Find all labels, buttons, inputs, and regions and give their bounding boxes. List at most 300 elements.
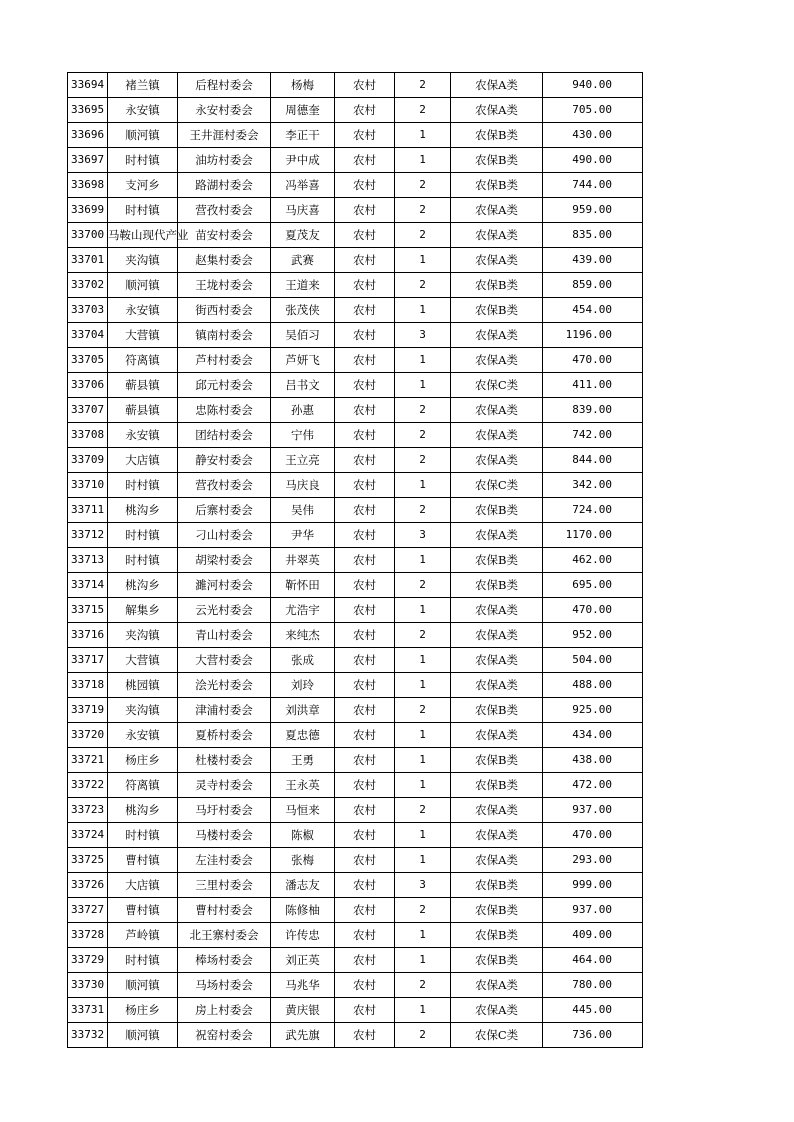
table-row [68, 623, 643, 648]
cell-area: 农村 [335, 823, 395, 848]
cell-amount: 999.00 [543, 873, 643, 898]
cell-category: 农保B类 [451, 123, 543, 148]
cell-town: 曹村镇 [108, 898, 178, 923]
cell-village: 营孜村委会 [178, 198, 271, 223]
cell-count: 2 [395, 898, 451, 923]
table-row [68, 648, 643, 673]
cell-name: 张梅 [271, 848, 335, 873]
cell-name: 马恒来 [271, 798, 335, 823]
cell-area: 农村 [335, 848, 395, 873]
cell-amount: 940.00 [543, 73, 643, 98]
cell-name: 李正干 [271, 123, 335, 148]
cell-category: 农保A类 [451, 723, 543, 748]
cell-id: 33728 [68, 923, 108, 948]
cell-amount: 409.00 [543, 923, 643, 948]
cell-count: 2 [395, 173, 451, 198]
table-row [68, 73, 643, 98]
cell-area: 农村 [335, 673, 395, 698]
cell-village: 王井涯村委会 [178, 123, 271, 148]
cell-amount: 464.00 [543, 948, 643, 973]
cell-amount: 1170.00 [543, 523, 643, 548]
cell-category: 农保A类 [451, 998, 543, 1023]
cell-count: 2 [395, 98, 451, 123]
cell-area: 农村 [335, 348, 395, 373]
data-table [67, 72, 643, 1048]
cell-count: 1 [395, 473, 451, 498]
cell-id: 33732 [68, 1023, 108, 1048]
table-row [68, 748, 643, 773]
table-row [68, 598, 643, 623]
cell-name: 马兆华 [271, 973, 335, 998]
cell-id: 33718 [68, 673, 108, 698]
cell-id: 33729 [68, 948, 108, 973]
cell-town: 杨庄乡 [108, 998, 178, 1023]
cell-count: 1 [395, 998, 451, 1023]
cell-town: 时村镇 [108, 198, 178, 223]
cell-town: 永安镇 [108, 98, 178, 123]
cell-town: 时村镇 [108, 148, 178, 173]
cell-area: 农村 [335, 998, 395, 1023]
cell-id: 33710 [68, 473, 108, 498]
table-row [68, 273, 643, 298]
cell-village: 静安村委会 [178, 448, 271, 473]
cell-id: 33721 [68, 748, 108, 773]
cell-village: 团结村委会 [178, 423, 271, 448]
cell-id: 33697 [68, 148, 108, 173]
cell-amount: 839.00 [543, 398, 643, 423]
cell-area: 农村 [335, 648, 395, 673]
cell-category: 农保A类 [451, 448, 543, 473]
cell-count: 2 [395, 623, 451, 648]
cell-count: 1 [395, 648, 451, 673]
cell-amount: 835.00 [543, 223, 643, 248]
cell-name: 潘志友 [271, 873, 335, 898]
table-row [68, 423, 643, 448]
cell-village: 后寨村委会 [178, 498, 271, 523]
cell-village: 路湖村委会 [178, 173, 271, 198]
cell-name: 杨梅 [271, 73, 335, 98]
cell-id: 33711 [68, 498, 108, 523]
cell-amount: 736.00 [543, 1023, 643, 1048]
cell-amount: 744.00 [543, 173, 643, 198]
cell-amount: 724.00 [543, 498, 643, 523]
cell-id: 33707 [68, 398, 108, 423]
cell-area: 农村 [335, 973, 395, 998]
cell-category: 农保B类 [451, 698, 543, 723]
cell-area: 农村 [335, 423, 395, 448]
cell-category: 农保C类 [451, 1023, 543, 1048]
cell-town: 支河乡 [108, 173, 178, 198]
cell-category: 农保B类 [451, 498, 543, 523]
table-row [68, 548, 643, 573]
cell-category: 农保B类 [451, 273, 543, 298]
cell-area: 农村 [335, 373, 395, 398]
cell-village: 邱元村委会 [178, 373, 271, 398]
table-row [68, 873, 643, 898]
cell-name: 刘玲 [271, 673, 335, 698]
cell-count: 2 [395, 273, 451, 298]
cell-area: 农村 [335, 323, 395, 348]
cell-area: 农村 [335, 1023, 395, 1048]
cell-id: 33726 [68, 873, 108, 898]
cell-id: 33709 [68, 448, 108, 473]
cell-count: 1 [395, 298, 451, 323]
cell-name: 孙惠 [271, 398, 335, 423]
cell-amount: 952.00 [543, 623, 643, 648]
table-row [68, 223, 643, 248]
cell-amount: 470.00 [543, 348, 643, 373]
cell-category: 农保A类 [451, 648, 543, 673]
table-row [68, 123, 643, 148]
cell-count: 1 [395, 673, 451, 698]
cell-town: 蕲县镇 [108, 398, 178, 423]
cell-village: 苗安村委会 [178, 223, 271, 248]
cell-category: 农保A类 [451, 523, 543, 548]
cell-amount: 445.00 [543, 998, 643, 1023]
cell-village: 灵寺村委会 [178, 773, 271, 798]
cell-amount: 859.00 [543, 273, 643, 298]
table-row [68, 823, 643, 848]
cell-id: 33731 [68, 998, 108, 1023]
cell-category: 农保B类 [451, 148, 543, 173]
cell-town: 褚兰镇 [108, 73, 178, 98]
cell-town: 蕲县镇 [108, 373, 178, 398]
cell-village: 曹村村委会 [178, 898, 271, 923]
table-row [68, 523, 643, 548]
cell-village: 青山村委会 [178, 623, 271, 648]
cell-count: 2 [395, 698, 451, 723]
cell-village: 津浦村委会 [178, 698, 271, 723]
cell-area: 农村 [335, 223, 395, 248]
cell-town: 符离镇 [108, 348, 178, 373]
cell-amount: 937.00 [543, 898, 643, 923]
cell-id: 33720 [68, 723, 108, 748]
cell-amount: 434.00 [543, 723, 643, 748]
cell-town: 大店镇 [108, 448, 178, 473]
cell-area: 农村 [335, 798, 395, 823]
cell-village: 刁山村委会 [178, 523, 271, 548]
cell-town: 时村镇 [108, 948, 178, 973]
cell-area: 农村 [335, 448, 395, 473]
cell-id: 33712 [68, 523, 108, 548]
cell-area: 农村 [335, 173, 395, 198]
cell-town: 桃沟乡 [108, 498, 178, 523]
table-row [68, 923, 643, 948]
cell-town: 芦岭镇 [108, 923, 178, 948]
cell-area: 农村 [335, 948, 395, 973]
cell-category: 农保A类 [451, 623, 543, 648]
cell-id: 33705 [68, 348, 108, 373]
cell-category: 农保C类 [451, 373, 543, 398]
cell-id: 33698 [68, 173, 108, 198]
cell-category: 农保A类 [451, 798, 543, 823]
cell-category: 农保A类 [451, 73, 543, 98]
cell-name: 刘正英 [271, 948, 335, 973]
cell-category: 农保B类 [451, 773, 543, 798]
cell-count: 1 [395, 373, 451, 398]
cell-name: 来纯杰 [271, 623, 335, 648]
cell-area: 农村 [335, 98, 395, 123]
cell-area: 农村 [335, 498, 395, 523]
cell-town: 解集乡 [108, 598, 178, 623]
cell-id: 33714 [68, 573, 108, 598]
cell-village: 大营村委会 [178, 648, 271, 673]
cell-count: 3 [395, 523, 451, 548]
cell-amount: 488.00 [543, 673, 643, 698]
cell-area: 农村 [335, 598, 395, 623]
table-row [68, 973, 643, 998]
cell-town: 杨庄乡 [108, 748, 178, 773]
table-row [68, 573, 643, 598]
cell-name: 芦妍飞 [271, 348, 335, 373]
cell-name: 周德奎 [271, 98, 335, 123]
cell-id: 33715 [68, 598, 108, 623]
table-row [68, 698, 643, 723]
cell-category: 农保B类 [451, 923, 543, 948]
cell-town: 夹沟镇 [108, 248, 178, 273]
cell-category: 农保A类 [451, 198, 543, 223]
table-row [68, 348, 643, 373]
cell-town: 时村镇 [108, 523, 178, 548]
table-row [68, 323, 643, 348]
cell-amount: 844.00 [543, 448, 643, 473]
cell-name: 靳怀田 [271, 573, 335, 598]
cell-amount: 411.00 [543, 373, 643, 398]
cell-town: 时村镇 [108, 473, 178, 498]
cell-village: 马场村委会 [178, 973, 271, 998]
cell-count: 1 [395, 123, 451, 148]
table-row [68, 398, 643, 423]
cell-area: 农村 [335, 723, 395, 748]
cell-village: 祝窑村委会 [178, 1023, 271, 1048]
cell-name: 马庆喜 [271, 198, 335, 223]
cell-name: 吕书文 [271, 373, 335, 398]
table-row [68, 373, 643, 398]
cell-name: 武先旗 [271, 1023, 335, 1048]
cell-amount: 342.00 [543, 473, 643, 498]
cell-town: 顺河镇 [108, 1023, 178, 1048]
cell-area: 农村 [335, 548, 395, 573]
cell-amount: 470.00 [543, 598, 643, 623]
cell-category: 农保A类 [451, 598, 543, 623]
cell-name: 张成 [271, 648, 335, 673]
cell-village: 马圩村委会 [178, 798, 271, 823]
cell-area: 农村 [335, 73, 395, 98]
cell-count: 1 [395, 848, 451, 873]
cell-count: 1 [395, 148, 451, 173]
cell-town: 马鞍山现代产业 [108, 223, 178, 248]
table-row [68, 773, 643, 798]
cell-count: 2 [395, 1023, 451, 1048]
table-row [68, 98, 643, 123]
cell-name: 宁伟 [271, 423, 335, 448]
cell-area: 农村 [335, 923, 395, 948]
cell-name: 武赛 [271, 248, 335, 273]
cell-amount: 439.00 [543, 248, 643, 273]
table-row [68, 148, 643, 173]
cell-name: 黄庆银 [271, 998, 335, 1023]
cell-amount: 959.00 [543, 198, 643, 223]
cell-category: 农保B类 [451, 173, 543, 198]
cell-area: 农村 [335, 623, 395, 648]
cell-count: 2 [395, 398, 451, 423]
cell-count: 2 [395, 73, 451, 98]
cell-amount: 695.00 [543, 573, 643, 598]
cell-id: 33695 [68, 98, 108, 123]
cell-category: 农保B类 [451, 948, 543, 973]
cell-category: 农保A类 [451, 848, 543, 873]
cell-id: 33725 [68, 848, 108, 873]
cell-category: 农保A类 [451, 98, 543, 123]
cell-name: 马庆良 [271, 473, 335, 498]
cell-name: 吴伟 [271, 498, 335, 523]
cell-category: 农保A类 [451, 823, 543, 848]
table-row [68, 998, 643, 1023]
cell-name: 冯举喜 [271, 173, 335, 198]
cell-category: 农保A类 [451, 423, 543, 448]
cell-area: 农村 [335, 123, 395, 148]
table-row [68, 298, 643, 323]
cell-id: 33702 [68, 273, 108, 298]
cell-village: 浍光村委会 [178, 673, 271, 698]
cell-id: 33713 [68, 548, 108, 573]
cell-village: 胡梁村委会 [178, 548, 271, 573]
cell-category: 农保A类 [451, 323, 543, 348]
cell-area: 农村 [335, 873, 395, 898]
cell-name: 井翠英 [271, 548, 335, 573]
cell-village: 王垅村委会 [178, 273, 271, 298]
cell-category: 农保B类 [451, 873, 543, 898]
cell-category: 农保B类 [451, 748, 543, 773]
cell-town: 永安镇 [108, 723, 178, 748]
table-row [68, 1023, 643, 1048]
cell-count: 3 [395, 323, 451, 348]
cell-name: 陈椒 [271, 823, 335, 848]
cell-id: 33722 [68, 773, 108, 798]
cell-category: 农保B类 [451, 298, 543, 323]
cell-count: 2 [395, 223, 451, 248]
cell-village: 芦村村委会 [178, 348, 271, 373]
cell-name: 王立亮 [271, 448, 335, 473]
cell-village: 房上村委会 [178, 998, 271, 1023]
cell-count: 2 [395, 448, 451, 473]
cell-category: 农保A类 [451, 398, 543, 423]
cell-count: 1 [395, 248, 451, 273]
cell-count: 2 [395, 423, 451, 448]
cell-id: 33700 [68, 223, 108, 248]
cell-amount: 504.00 [543, 648, 643, 673]
cell-village: 杜楼村委会 [178, 748, 271, 773]
cell-area: 农村 [335, 398, 395, 423]
cell-id: 33706 [68, 373, 108, 398]
table-row [68, 173, 643, 198]
table-row [68, 848, 643, 873]
table-row [68, 498, 643, 523]
table-row [68, 473, 643, 498]
table-row [68, 198, 643, 223]
table-row [68, 723, 643, 748]
cell-category: 农保A类 [451, 223, 543, 248]
cell-name: 张茂侠 [271, 298, 335, 323]
cell-town: 时村镇 [108, 823, 178, 848]
cell-town: 符离镇 [108, 773, 178, 798]
cell-count: 1 [395, 348, 451, 373]
cell-town: 桃园镇 [108, 673, 178, 698]
cell-town: 顺河镇 [108, 123, 178, 148]
cell-area: 农村 [335, 273, 395, 298]
cell-count: 1 [395, 773, 451, 798]
cell-town: 永安镇 [108, 423, 178, 448]
cell-village: 营孜村委会 [178, 473, 271, 498]
cell-town: 夹沟镇 [108, 623, 178, 648]
cell-category: 农保A类 [451, 248, 543, 273]
cell-amount: 293.00 [543, 848, 643, 873]
cell-id: 33719 [68, 698, 108, 723]
cell-amount: 470.00 [543, 823, 643, 848]
cell-village: 镇南村委会 [178, 323, 271, 348]
cell-area: 农村 [335, 573, 395, 598]
cell-count: 2 [395, 198, 451, 223]
cell-area: 农村 [335, 248, 395, 273]
cell-count: 1 [395, 923, 451, 948]
cell-amount: 937.00 [543, 798, 643, 823]
cell-category: 农保B类 [451, 573, 543, 598]
cell-id: 33727 [68, 898, 108, 923]
cell-id: 33724 [68, 823, 108, 848]
cell-count: 2 [395, 573, 451, 598]
cell-amount: 472.00 [543, 773, 643, 798]
table-row [68, 948, 643, 973]
cell-name: 陈修柚 [271, 898, 335, 923]
table-row [68, 673, 643, 698]
cell-town: 大营镇 [108, 648, 178, 673]
cell-category: 农保B类 [451, 898, 543, 923]
cell-category: 农保C类 [451, 473, 543, 498]
cell-name: 夏茂友 [271, 223, 335, 248]
cell-count: 1 [395, 598, 451, 623]
cell-id: 33703 [68, 298, 108, 323]
cell-village: 赵集村委会 [178, 248, 271, 273]
cell-name: 刘洪章 [271, 698, 335, 723]
cell-amount: 1196.00 [543, 323, 643, 348]
cell-town: 大店镇 [108, 873, 178, 898]
cell-id: 33704 [68, 323, 108, 348]
table-row [68, 248, 643, 273]
cell-count: 1 [395, 748, 451, 773]
cell-name: 王勇 [271, 748, 335, 773]
cell-village: 云光村委会 [178, 598, 271, 623]
cell-category: 农保A类 [451, 673, 543, 698]
cell-id: 33696 [68, 123, 108, 148]
cell-village: 棒场村委会 [178, 948, 271, 973]
cell-name: 夏忠德 [271, 723, 335, 748]
cell-count: 2 [395, 798, 451, 823]
cell-town: 曹村镇 [108, 848, 178, 873]
cell-area: 农村 [335, 198, 395, 223]
cell-id: 33694 [68, 73, 108, 98]
cell-name: 尹中成 [271, 148, 335, 173]
cell-amount: 490.00 [543, 148, 643, 173]
cell-village: 北王寨村委会 [178, 923, 271, 948]
cell-id: 33708 [68, 423, 108, 448]
cell-village: 街西村委会 [178, 298, 271, 323]
table-row [68, 798, 643, 823]
cell-area: 农村 [335, 473, 395, 498]
cell-area: 农村 [335, 773, 395, 798]
cell-amount: 454.00 [543, 298, 643, 323]
cell-area: 农村 [335, 298, 395, 323]
cell-town: 时村镇 [108, 548, 178, 573]
